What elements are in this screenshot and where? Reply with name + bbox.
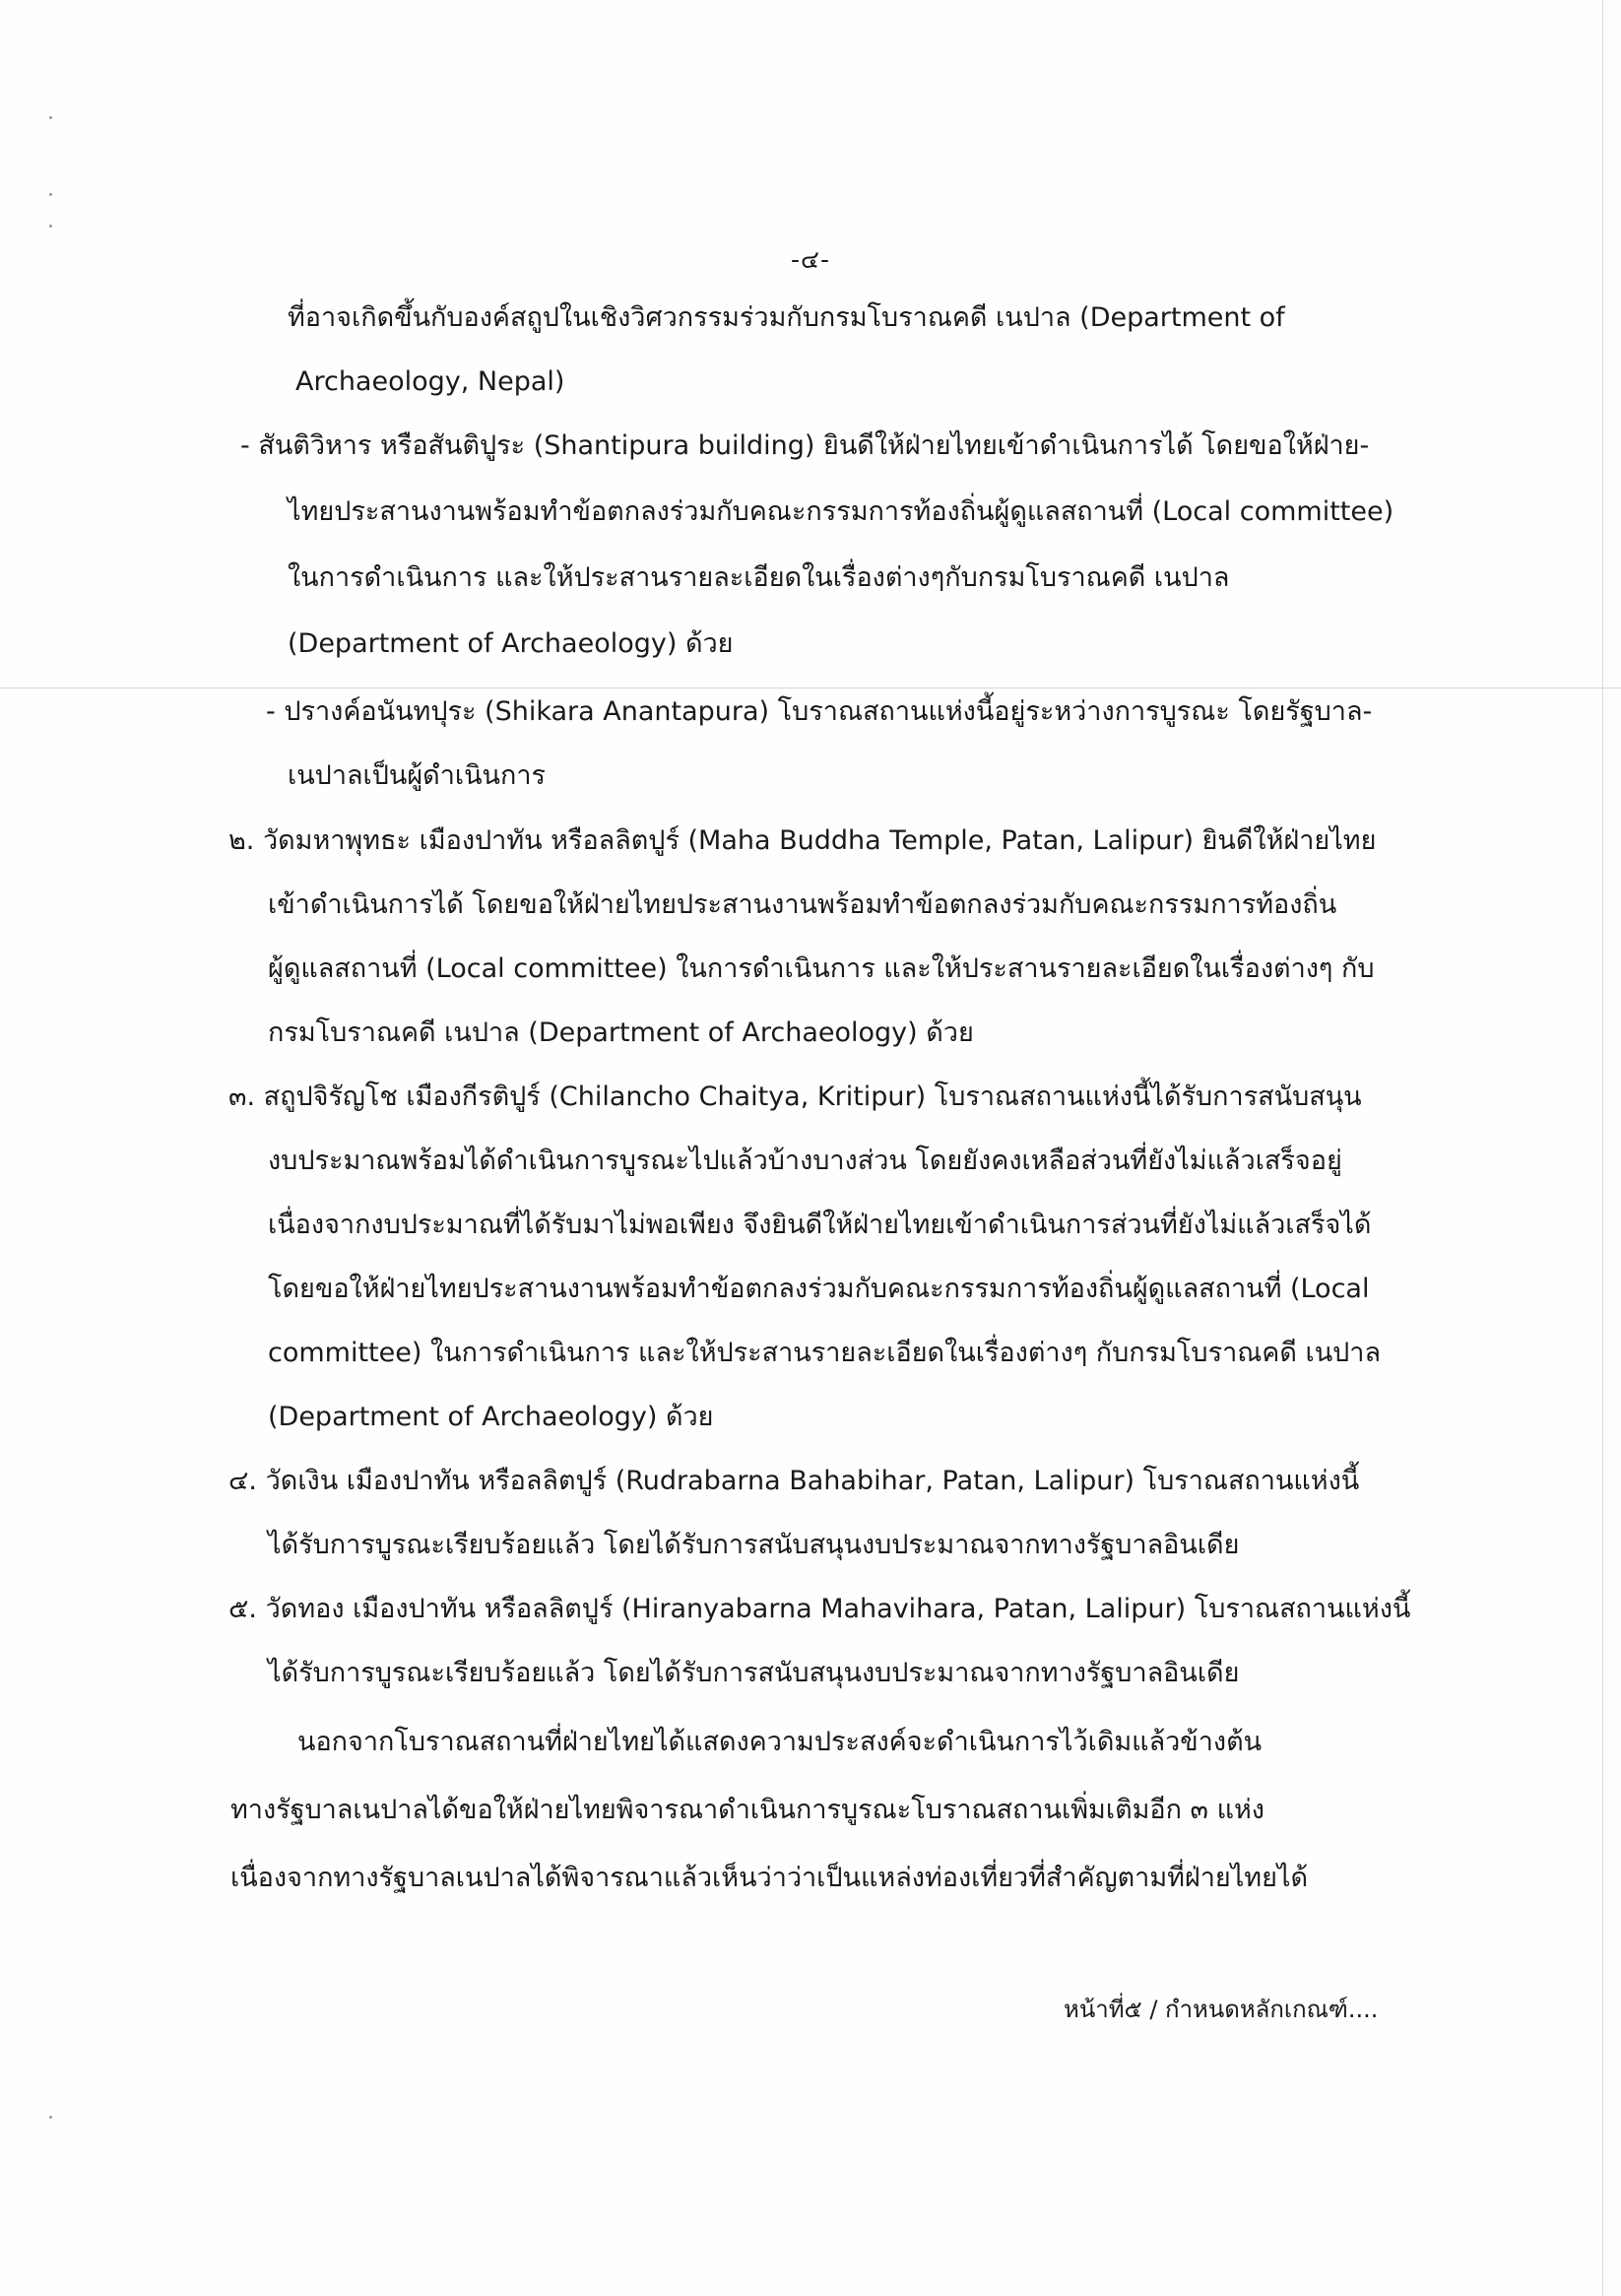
page-number: -๔- [791, 245, 830, 274]
list-item-line: committee) ในการดำเนินการ และให้ประสานรายละเอียดในเรื่องต่างๆ กับกรมโบราณคดี เนปาล [268, 1338, 1381, 1368]
scan-artifact-line [0, 688, 1621, 689]
list-marker: ๔. [228, 1466, 258, 1496]
list-item-line: ผู้ดูแลสถานที่ (Local committee) ในการดำเนินการ และให้ประสานรายละเอียดในเรื่องต่างๆ กับ [268, 953, 1375, 984]
paragraph-line: นอกจากโบราณสถานที่ฝ่ายไทยได้แสดงความประสงค์จะดำเนินการไว้เดิมแล้วข้างต้น [297, 1727, 1263, 1757]
list-item-line: เข้าดำเนินการได้ โดยขอให้ฝ่ายไทยประสานงานพร้อมทำข้อตกลงร่วมกับคณะกรรมการท้องถิ่น [268, 889, 1337, 920]
paragraph-line: เนื่องจากทางรัฐบาลเนปาลได้พิจารณาแล้วเห็นว่าว่าเป็นแหล่งท่องเที่ยวที่สำคัญตามที่ฝ่ายไทยได้ [230, 1863, 1309, 1893]
scan-dot [49, 2116, 52, 2119]
list-item-line: (Department of Archaeology) ด้วย [288, 628, 734, 659]
list-item-first-line [228, 821, 1376, 861]
list-item-text: สันติวิหาร หรือสันติปูระ (Shantipura building) ยินดีให้ฝ่ายไทยเข้าดำเนินการได้ โดยขอให้ฝ่าย- [258, 430, 1370, 461]
list-item-line: ได้รับการบูรณะเรียบร้อยแล้ว โดยได้รับการสนับสนุนงบประมาณจากทางรัฐบาลอินเดีย [268, 1530, 1240, 1560]
paragraph-line: ที่อาจเกิดขึ้นกับองค์สถูปในเชิงวิศวกรรมร่วมกับกรมโบราณคดี เนปาล (Department of [288, 302, 1285, 333]
list-item-text: วัดมหาพุทธะ เมืองปาทัน หรือลลิตปูร์ (Maha Buddha Temple, Patan, Lalipur) ยินดีให้ฝ่ายไทย [262, 825, 1377, 856]
list-item-line: ได้รับการบูรณะเรียบร้อยแล้ว โดยได้รับการสนับสนุนงบประมาณจากทางรัฐบาลอินเดีย [268, 1658, 1240, 1688]
list-item-text: ปรางค์อนันทปุระ (Shikara Anantapura) โบราณสถานแห่งนี้อยู่ระหว่างการบูรณะ โดยรัฐบาล- [284, 696, 1373, 727]
paragraph-line: ทางรัฐบาลเนปาลได้ขอให้ฝ่ายไทยพิจารณาดำเนินการบูรณะโบราณสถานเพิ่มเติมอีก ๓ แห่ง [230, 1795, 1264, 1825]
list-marker: ๕. [228, 1594, 258, 1624]
scan-dot [49, 116, 52, 119]
page-edge-shadow [1602, 0, 1603, 2296]
scan-dot [49, 193, 52, 196]
paragraph-line: Archaeology, Nepal) [295, 366, 565, 397]
list-item-first-line [266, 692, 1372, 732]
scan-dot [49, 225, 52, 228]
list-item-line: (Department of Archaeology) ด้วย [268, 1402, 714, 1432]
continuation-reference: หน้าที่๕ / กำหนดหลักเกณฑ์.... [1064, 1996, 1379, 2023]
list-marker: - [266, 696, 276, 727]
list-item-line: ไทยประสานงานพร้อมทำข้อตกลงร่วมกับคณะกรรมการท้องถิ่นผู้ดูแลสถานที่ (Local committee) [288, 496, 1394, 527]
list-item-line: โดยขอให้ฝ่ายไทยประสานงานพร้อมทำข้อตกลงร่วมกับคณะกรรมการท้องถิ่นผู้ดูแลสถานที่ (Local [268, 1274, 1370, 1304]
list-marker: - [240, 430, 250, 461]
list-item-line: เนื่องจากงบประมาณที่ได้รับมาไม่พอเพียง จึงยินดีให้ฝ่ายไทยเข้าดำเนินการส่วนที่ยังไม่แล้วเสร็จได้ [268, 1210, 1372, 1240]
list-marker: ๒. [228, 825, 255, 856]
list-item-first-line [228, 1078, 1362, 1117]
list-item-first-line [228, 1462, 1359, 1501]
list-item-first-line [240, 426, 1369, 466]
list-item-first-line [228, 1590, 1410, 1629]
list-item-line: เนปาลเป็นผู้ดำเนินการ [288, 760, 547, 791]
list-item-text: วัดทอง เมืองปาทัน หรือลลิตปูร์ (Hiranyabarna Mahavihara, Patan, Lalipur) โบราณสถานแห่งนี้ [265, 1594, 1411, 1624]
list-item-line: กรมโบราณคดี เนปาล (Department of Archaeology) ด้วย [268, 1017, 974, 1048]
list-item-text: วัดเงิน เมืองปาทัน หรือลลิตปูร์ (Rudrabarna Bahabihar, Patan, Lalipur) โบราณสถานแห่งนี้ [265, 1466, 1360, 1496]
list-item-line: งบประมาณพร้อมได้ดำเนินการบูรณะไปแล้วบ้างบางส่วน โดยยังคงเหลือส่วนที่ยังไม่แล้วเสร็จอยู่ [268, 1146, 1342, 1176]
list-marker: ๓. [228, 1082, 256, 1112]
list-item-line: ในการดำเนินการ และให้ประสานรายละเอียดในเรื่องต่างๆกับกรมโบราณคดี เนปาล [288, 562, 1230, 593]
list-item-text: สถูปจิรัญโช เมืองกีรติปูร์ (Chilancho Chaitya, Kritipur) โบราณสถานแห่งนี้ได้รับการสนับสนุน [263, 1082, 1362, 1112]
